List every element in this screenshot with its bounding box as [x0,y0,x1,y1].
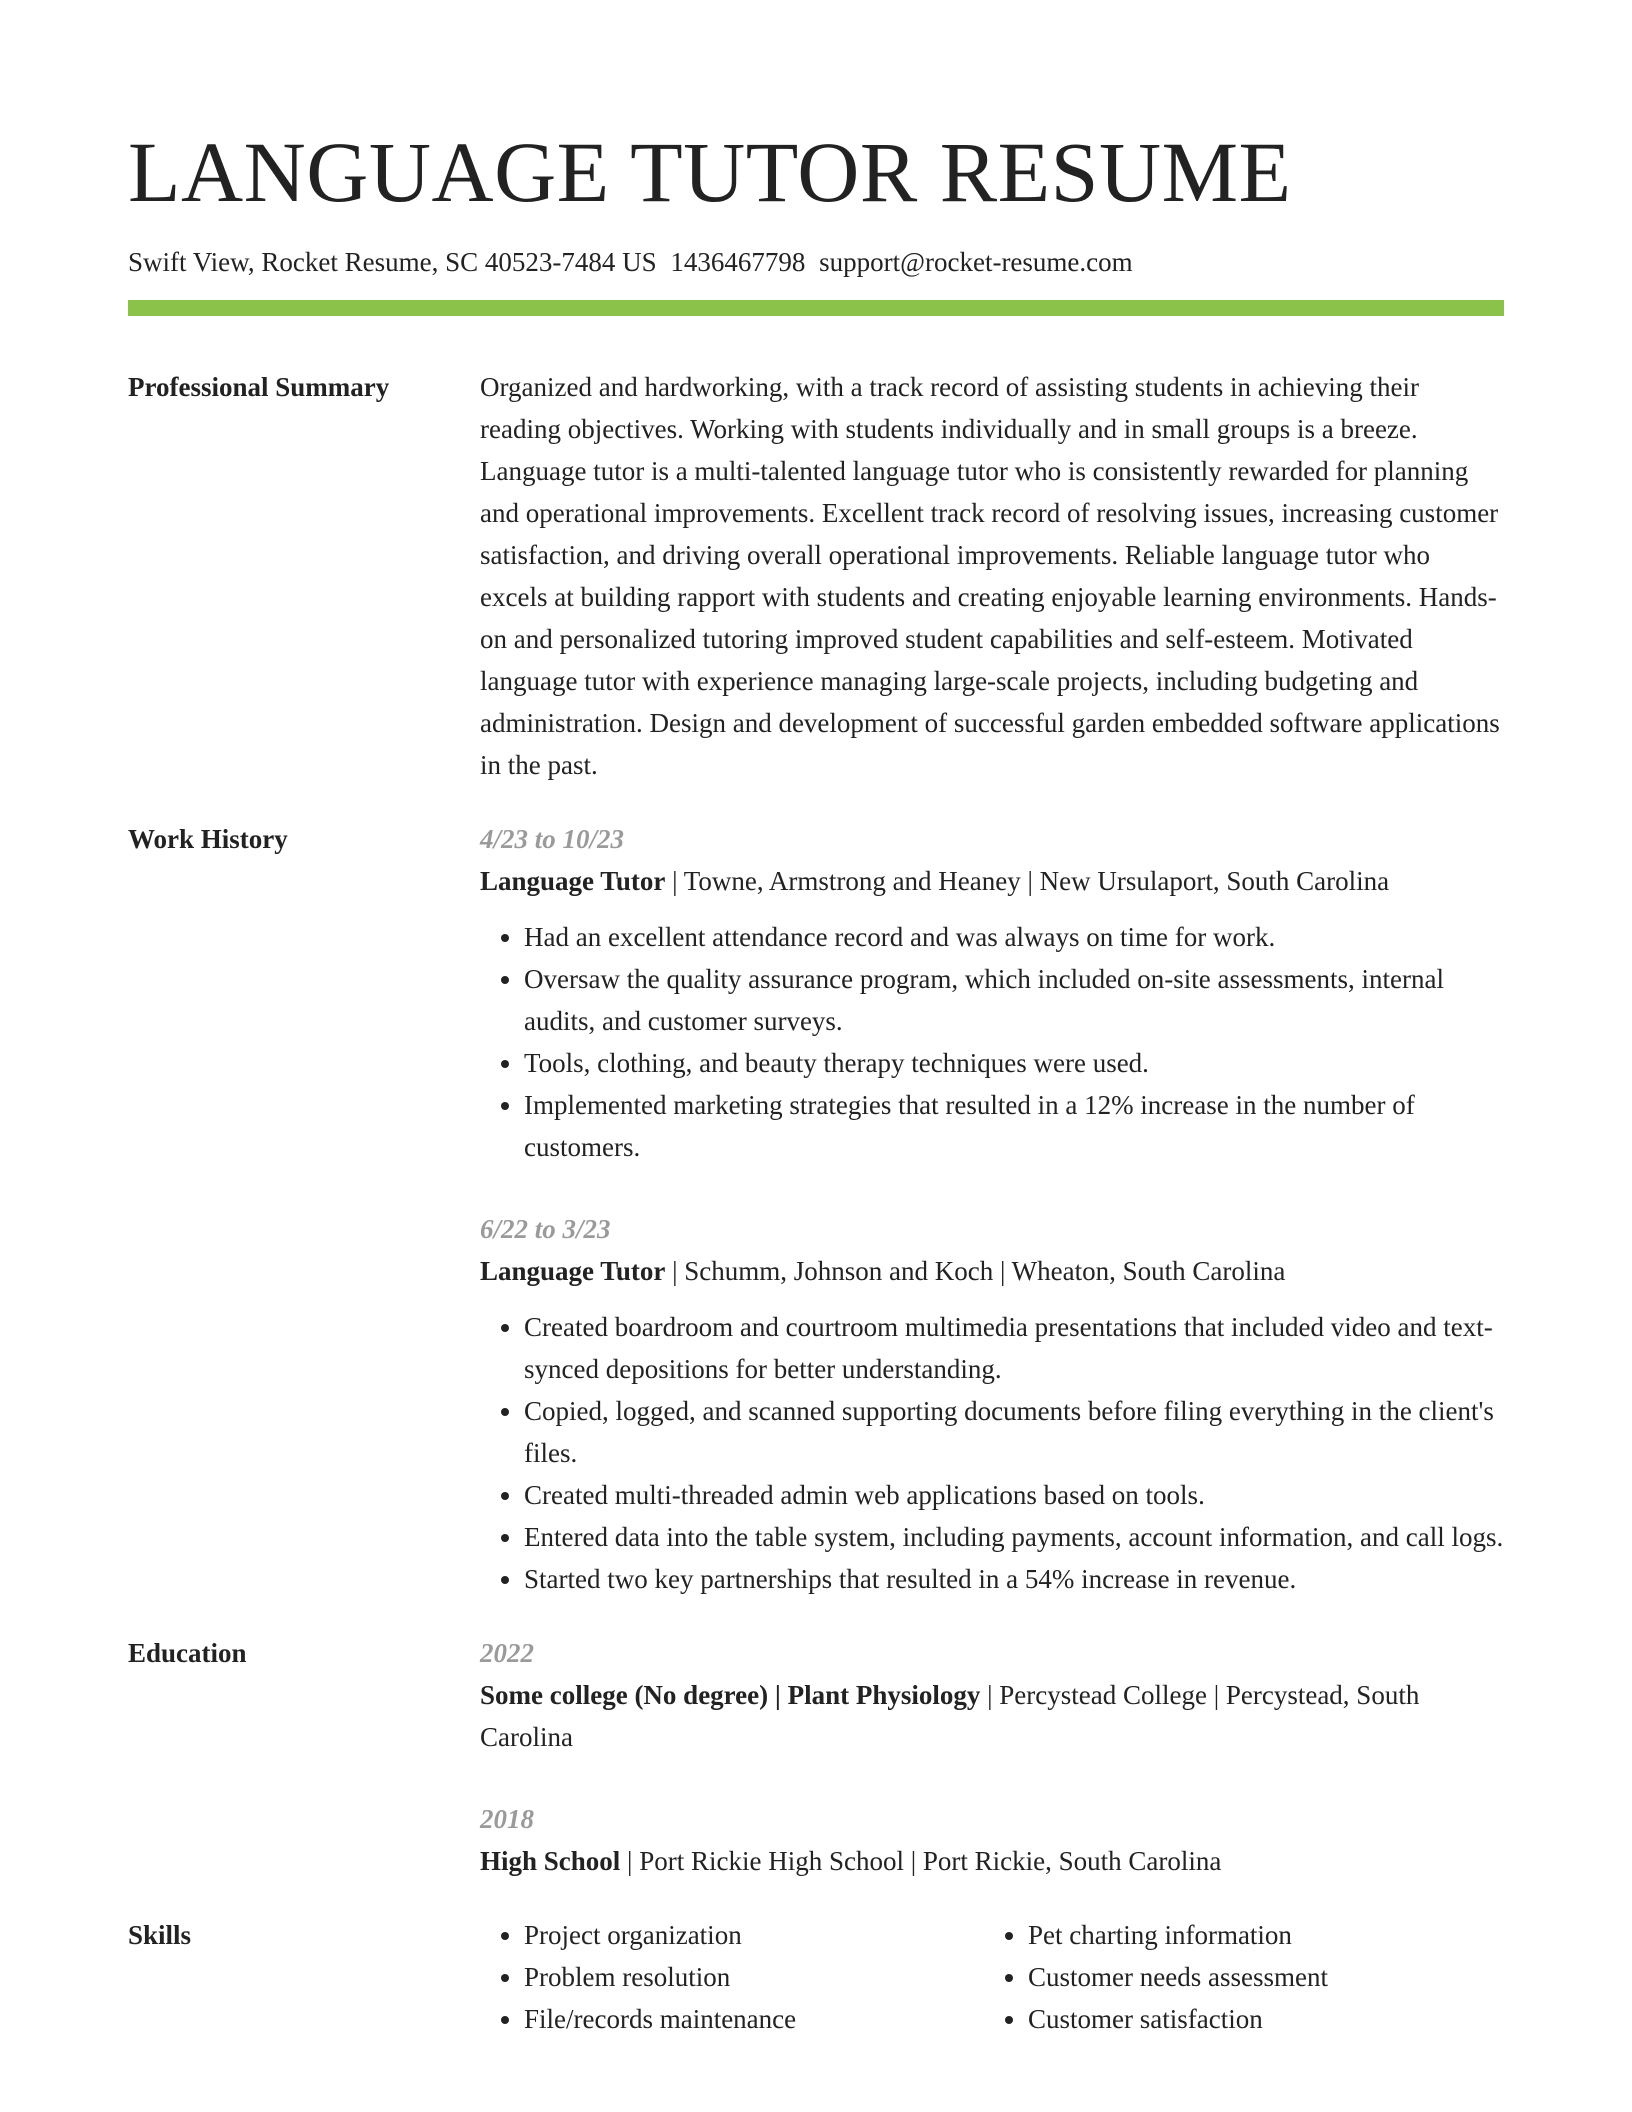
skill-item: • Project organization [524,1914,984,1956]
education-details: | Port Rickie High School | Port Rickie, South Carolina [620,1846,1222,1876]
education-degree: Some college (No degree) | Plant Physiology [480,1680,981,1710]
job-bullet: • Copied, logged, and scanned supporting documents before filing everything in the client's files. [524,1390,1504,1474]
job-role-line [480,860,1504,902]
job-entry [480,818,1504,1168]
header-divider [128,300,1504,316]
job-role-line [480,1250,1504,1292]
education-year: 2022 [480,1638,534,1668]
skills-heading: Skills [128,1920,192,1950]
education-details: | Percystead College | Percystead, South Carolina [480,1680,1420,1752]
job-details: | Schumm, Johnson and Koch | Wheaton, South Carolina [665,1256,1286,1286]
contact-line [128,244,1504,280]
job-dates: 4/23 to 10/23 [480,824,625,854]
education-line [480,1674,1504,1758]
skill-item: • Customer needs assessment [1028,1956,1488,1998]
job-bullet: • Implemented marketing strategies that resulted in a 12% increase in the number of customers. [524,1084,1504,1168]
work-history-body [480,818,1504,1600]
skill-item: • Problem resolution [524,1956,984,1998]
job-title: Language Tutor [480,866,666,896]
job-dates: 6/22 to 3/23 [480,1214,611,1244]
job-bullet: • Created multi-threaded admin web applications based on tools. [524,1474,1504,1516]
education-entry [480,1798,1504,1882]
resume-title: LANGUAGE TUTOR RESUME [128,124,1292,220]
job-bullet: • Entered data into the table system, including payments, account information, and call logs. [524,1516,1504,1558]
work-history-heading: Work History [128,824,288,854]
education-entry [480,1632,1504,1758]
skills-list-left [480,1914,984,2040]
skills-section [128,1914,1504,2040]
job-bullets [480,1306,1504,1600]
summary-section [128,366,1504,786]
summary-heading: Professional Summary [128,372,390,402]
contact-email[interactable]: support@rocket-resume.com [819,247,1133,277]
job-title: Language Tutor [480,1256,666,1286]
job-bullets [480,916,1504,1168]
job-entry [480,1208,1504,1600]
education-degree: High School [480,1846,621,1876]
skills-body [480,1914,1504,2040]
education-line [480,1840,1504,1882]
summary-text: Organized and hardworking, with a track record of assisting students in achieving their reading objectives. Working with students individually and in small groups is a breeze. Language tutor is a multi-talented language tutor who is consistently rewarded for planning and operational improvements. Excellent track record of resolving issues, increasing customer satisfaction, and driving overall operational improvements. Reliable language tutor who excels at building rapport with students and creating enjoyable learning environments. Hands-on and personalized tutoring improved student capabilities and self-esteem. Motivated language tutor with experience managing large-scale projects, including budgeting and administration. Design and development of successful garden embedded software applications in the past. [480,372,1500,780]
skills-list-right [984,1914,1488,2040]
job-bullet: • Started two key partnerships that resulted in a 54% increase in revenue. [524,1558,1504,1600]
contact-address: Swift View, Rocket Resume, SC 40523-7484 US [128,247,657,277]
job-bullet: • Created boardroom and courtroom multimedia presentations that included video and text-synced depositions for better understanding. [524,1306,1504,1390]
skill-item: • File/records maintenance [524,1998,984,2040]
education-year: 2018 [480,1804,534,1834]
skill-item: • Customer satisfaction [1028,1998,1488,2040]
education-body [480,1632,1504,1882]
work-history-section [128,818,1504,1600]
skill-item: • Pet charting information [1028,1914,1488,1956]
education-section [128,1632,1504,1882]
education-heading: Education [128,1638,247,1668]
contact-phone: 1436467798 [670,247,806,277]
job-bullet: • Tools, clothing, and beauty therapy techniques were used. [524,1042,1504,1084]
job-details: | Towne, Armstrong and Heaney | New Ursulaport, South Carolina [665,866,1390,896]
job-bullet: • Had an excellent attendance record and was always on time for work. [524,916,1504,958]
job-bullet: • Oversaw the quality assurance program, which included on-site assessments, internal audits, and customer surveys. [524,958,1504,1042]
